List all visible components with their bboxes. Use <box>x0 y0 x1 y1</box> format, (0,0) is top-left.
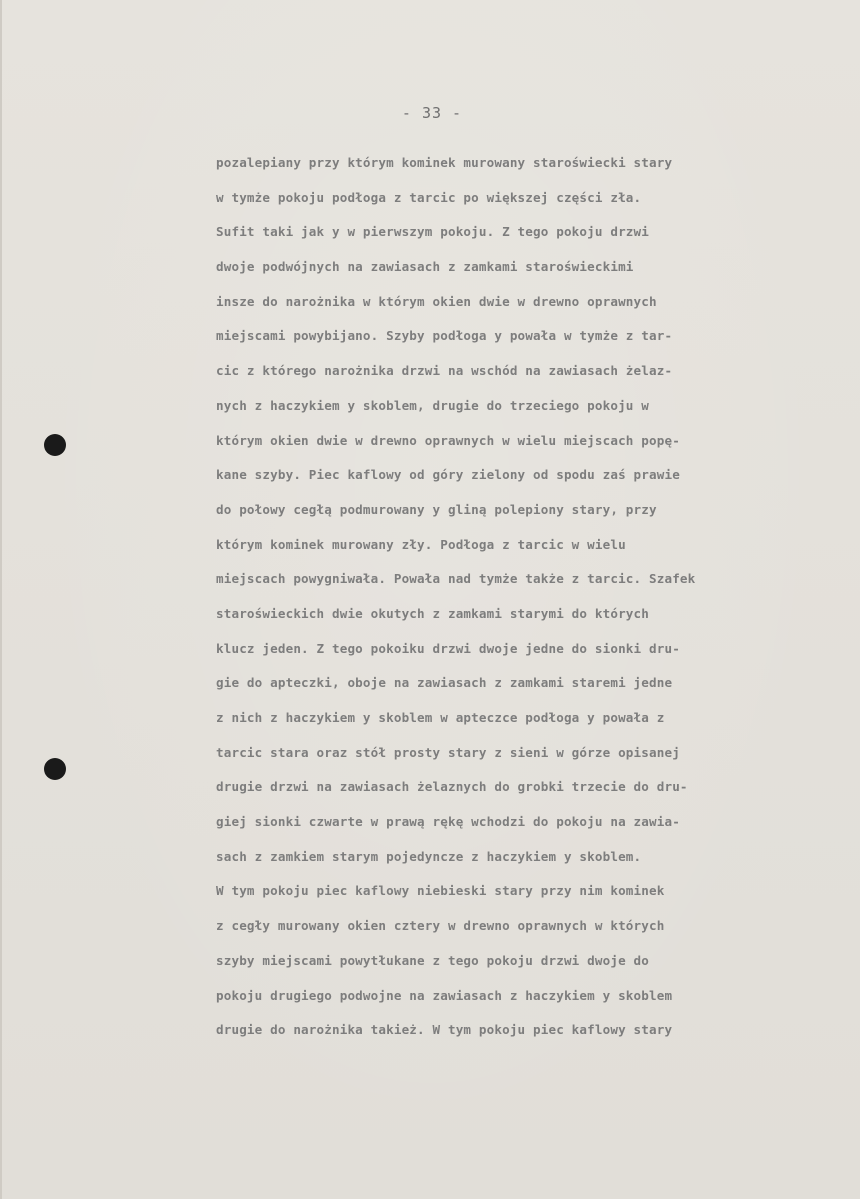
text-line: miejscach powygniwała. Powała nad tymże także z tarcic. Szafek <box>216 571 696 587</box>
text-line: drugie do narożnika takież. W tym pokoju piec kaflowy stary <box>216 1022 673 1038</box>
text-line: w tymże pokoju podłoga z tarcic po większej części zła. <box>216 189 642 205</box>
text-line: Sufit taki jak y w pierwszym pokoju. Z tego pokoju drzwi <box>216 224 649 240</box>
text-line: drugie drzwi na zawiasach żelaznych do grobki trzecie do dru- <box>216 779 688 795</box>
text-line: staroświeckich dwie okutych z zamkami starymi do których <box>216 605 649 621</box>
text-line: do połowy cegłą podmurowany y gliną polepiony stary, przy <box>216 501 657 517</box>
text-line: klucz jeden. Z tego pokoiku drzwi dwoje jedne do sionki dru- <box>216 640 680 656</box>
text-line: pozalepiany przy którym kominek murowany staroświecki stary <box>216 155 673 170</box>
typewritten-body <box>216 146 846 1048</box>
text-line: gie do apteczki, oboje na zawiasach z zamkami staremi jedne <box>216 675 673 691</box>
text-line: miejscami powybijano. Szyby podłoga y powała w tymże z tar- <box>216 328 673 344</box>
text-line: kane szyby. Piec kaflowy od góry zielony od spodu zaś prawie <box>216 467 680 483</box>
text-line: giej sionki czwarte w prawą rękę wchodzi do pokoju na zawia- <box>216 814 680 830</box>
text-line: cic z którego narożnika drzwi na wschód na zawiasach żelaz- <box>216 363 673 379</box>
punch-hole <box>44 434 66 456</box>
text-line: którym kominek murowany zły. Podłoga z tarcic w wielu <box>216 536 626 552</box>
text-line: nych z haczykiem y skoblem, drugie do trzeciego pokoju w <box>216 397 649 413</box>
text-line: którym okien dwie w drewno oprawnych w wielu miejscach popę- <box>216 432 680 448</box>
text-line: z cegły murowany okien cztery w drewno oprawnych w których <box>216 918 665 934</box>
text-line: W tym pokoju piec kaflowy niebieski stary przy nim kominek <box>216 883 665 899</box>
text-line: z nich z haczykiem y skoblem w apteczce podłoga y powała z <box>216 710 665 725</box>
text-line: szyby miejscami powytłukane z tego pokoju drzwi dwoje do <box>216 952 649 968</box>
text-line: dwoje podwójnych na zawiasach z zamkami staroświeckimi <box>216 259 634 275</box>
page-number: - 33 - <box>401 104 463 122</box>
punch-hole <box>44 758 66 780</box>
text-line: insze do narożnika w którym okien dwie w drewno oprawnych <box>216 293 657 309</box>
text-line: sach z zamkiem starym pojedyncze z haczykiem y skoblem. <box>216 848 642 864</box>
text-line: tarcic stara oraz stół prosty stary z sieni w górze opisanej <box>216 744 680 760</box>
text-line: pokoju drugiego podwojne na zawiasach z haczykiem y skoblem <box>216 987 673 1003</box>
